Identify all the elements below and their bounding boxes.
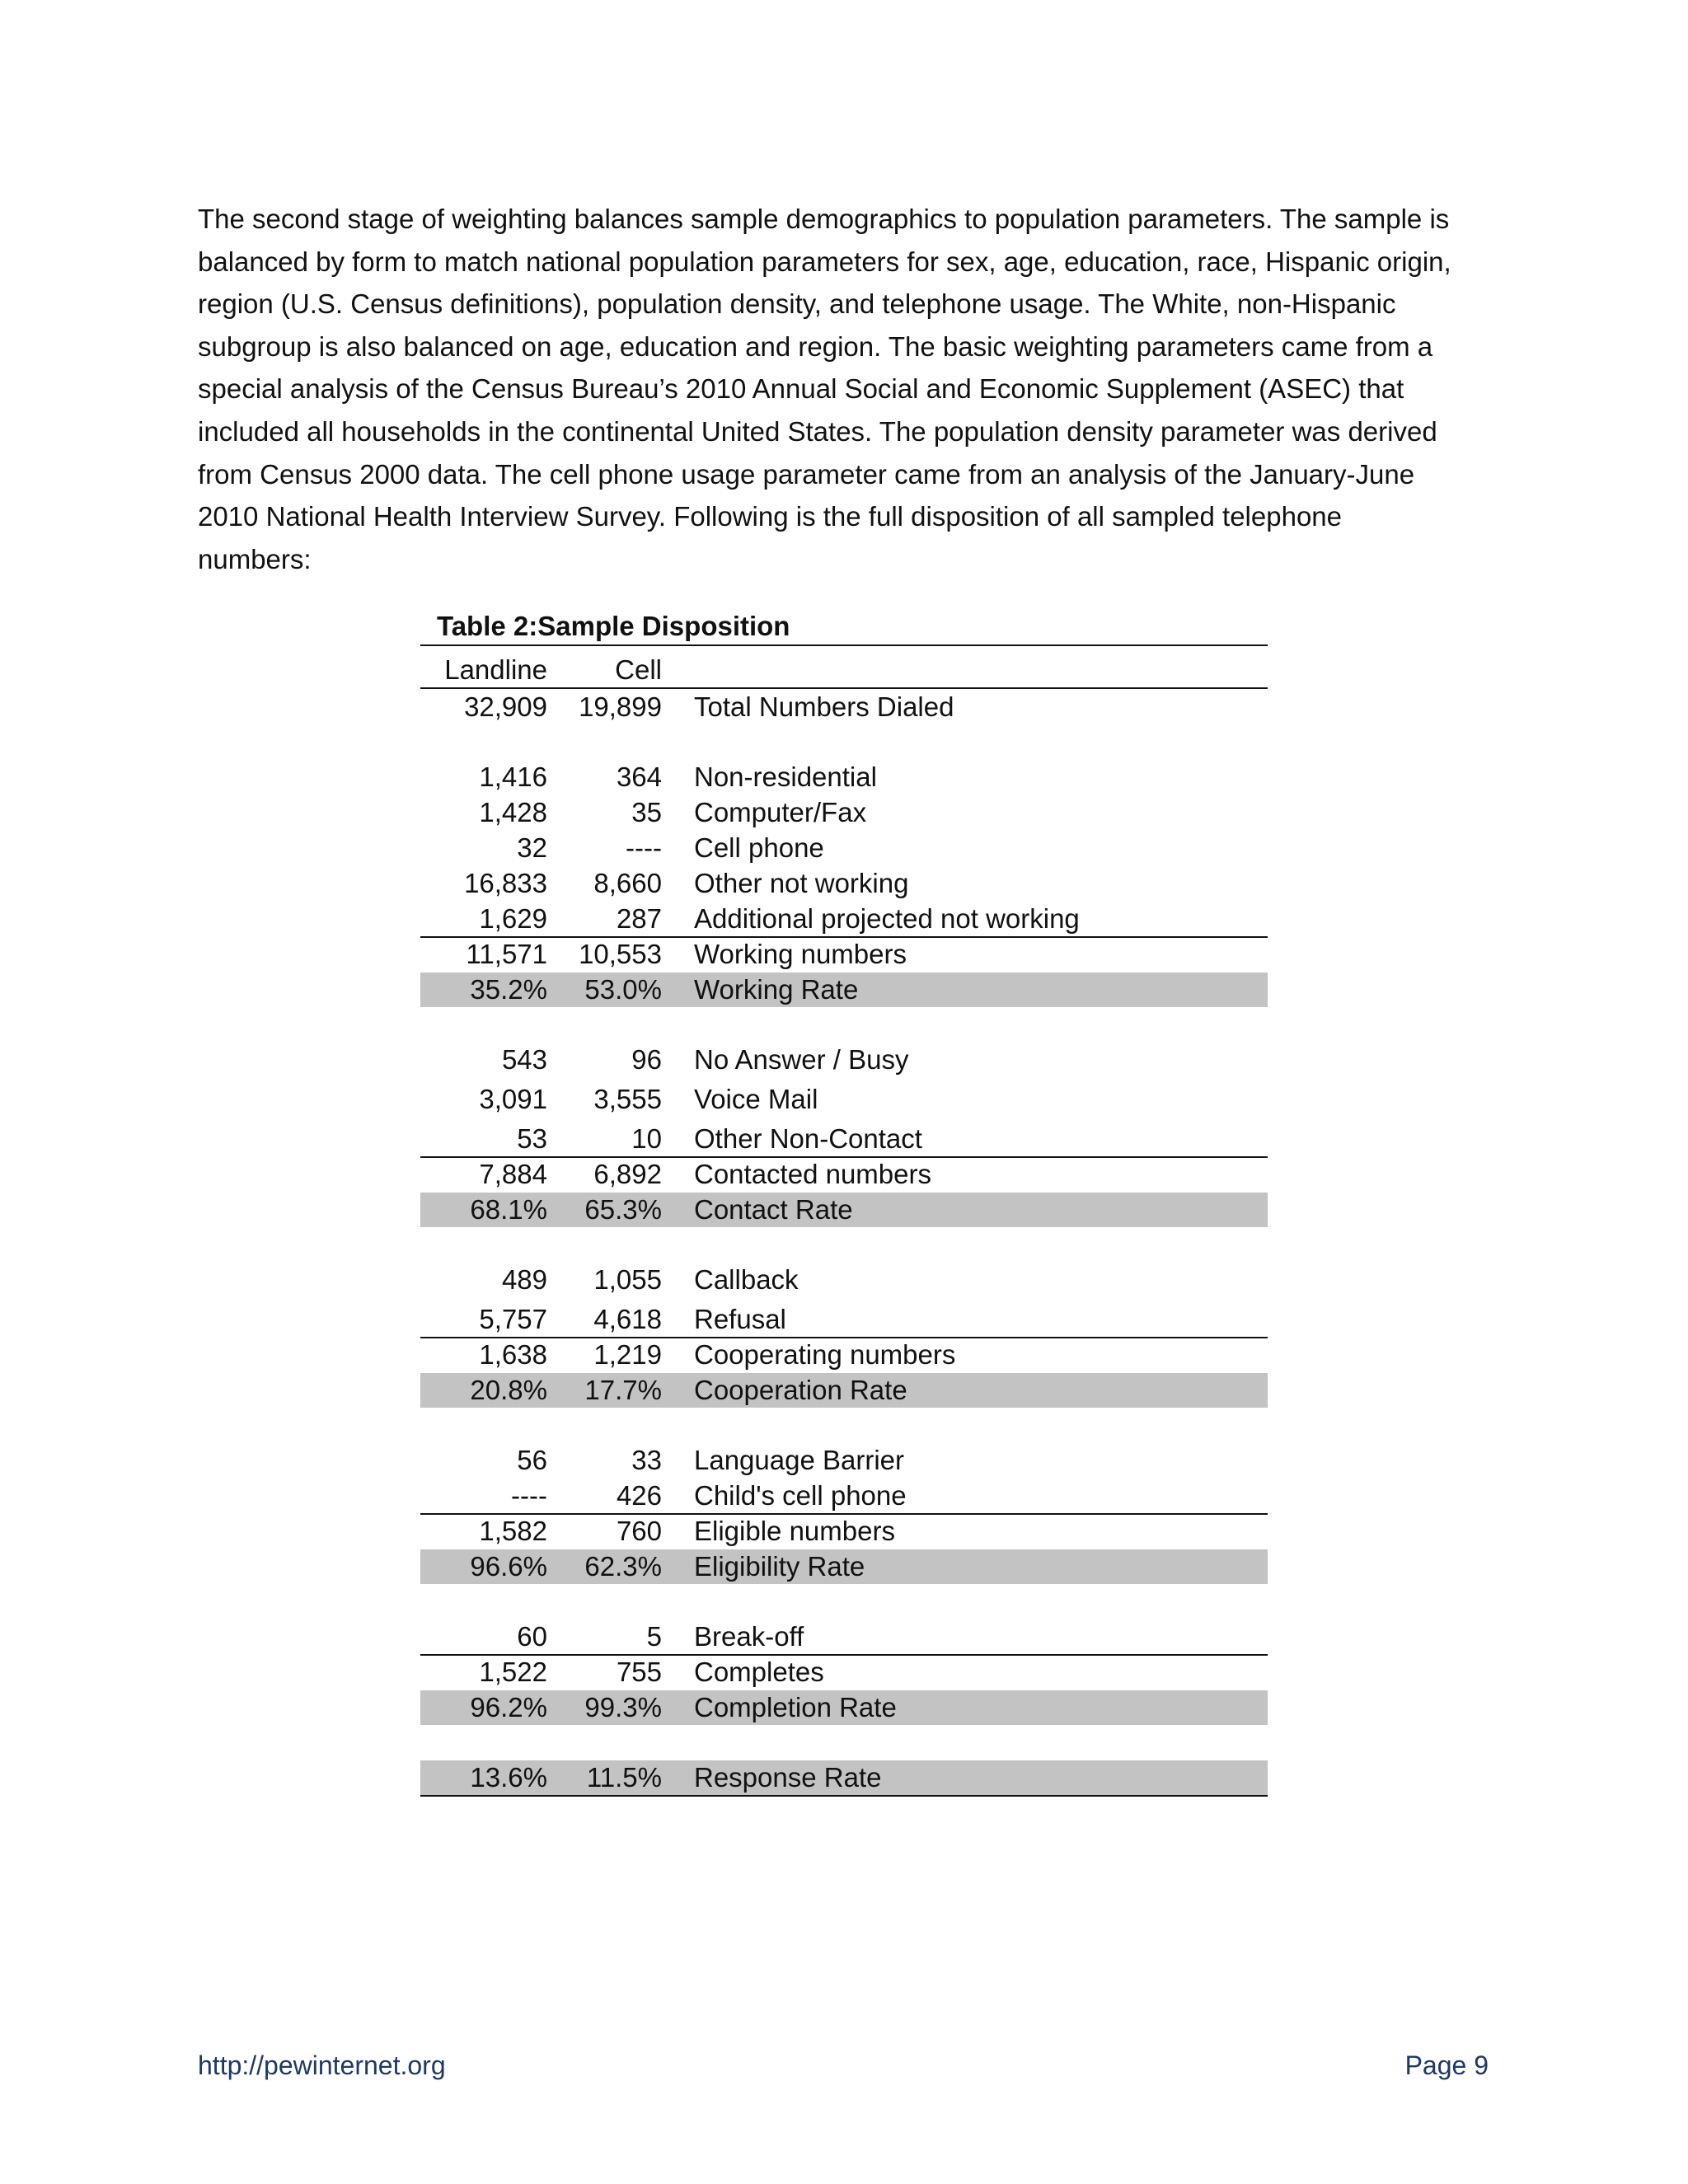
landline-value: 543 <box>501 1044 547 1075</box>
table-row <box>420 1302 1268 1337</box>
paragraph-line: The second stage of weighting balances sample demographics to population parameters. The sample is <box>198 204 1450 234</box>
row-label: No Answer / Busy <box>694 1044 909 1075</box>
row-label: Completion Rate <box>694 1692 897 1722</box>
cell-value: 4,618 <box>593 1304 662 1334</box>
landline-value: 20.8% <box>470 1375 547 1405</box>
table-row <box>420 1549 1268 1584</box>
cell-value: 5 <box>646 1621 662 1652</box>
cell-value: 96 <box>631 1044 662 1075</box>
table-row <box>420 1690 1268 1725</box>
paragraph-line: subgroup is also balanced on age, education and region. The basic weighting parameters came from a <box>198 330 1433 362</box>
landline-value: 96.2% <box>470 1692 547 1722</box>
row-label: Computer/Fax <box>694 797 867 827</box>
table-rule <box>420 1513 1268 1515</box>
table-row <box>420 690 1268 724</box>
table-row <box>420 1760 1268 1795</box>
paragraph-line: included all households in the continental United States. The population density parameter was derived <box>198 415 1437 447</box>
landline-value: 3,091 <box>479 1084 547 1114</box>
table-row <box>420 1373 1268 1408</box>
paragraph-line: numbers: <box>198 543 312 574</box>
table-row <box>420 760 1268 794</box>
cell-value: 11.5% <box>586 1762 662 1793</box>
table-row <box>420 1193 1268 1227</box>
table-row <box>420 1514 1268 1549</box>
landline-value: 1,522 <box>479 1657 547 1687</box>
landline-value: 60 <box>517 1621 547 1652</box>
landline-value: 56 <box>517 1445 547 1475</box>
row-label: Child's cell phone <box>694 1480 907 1511</box>
table-title: Table 2:Sample Disposition <box>437 611 790 641</box>
landline-value: 53 <box>517 1123 547 1154</box>
paragraph-line: from Census 2000 data. The cell phone usage parameter came from an analysis of the January-June <box>198 458 1415 490</box>
table-row <box>420 831 1268 865</box>
paragraph-line: balanced by form to match national population parameters for sex, age, education, race, Hispanic origin, <box>198 246 1451 277</box>
cell-value: 364 <box>616 762 662 792</box>
cell-value: 53.0% <box>584 974 662 1005</box>
row-label: Non-residential <box>694 762 877 792</box>
table-row <box>420 1043 1268 1077</box>
table-row <box>420 1443 1268 1478</box>
table-row <box>420 902 1268 936</box>
table-row <box>420 1479 1268 1513</box>
table-rule <box>420 1795 1268 1797</box>
row-label: Refusal <box>694 1304 786 1334</box>
table-rule <box>420 936 1268 938</box>
row-label: Working numbers <box>694 939 907 969</box>
landline-value: 11,571 <box>466 939 547 969</box>
row-label: Cooperating numbers <box>694 1339 956 1370</box>
table-row <box>420 1122 1268 1156</box>
landline-value: 7,884 <box>479 1159 547 1189</box>
cell-value: 755 <box>616 1657 662 1687</box>
paragraph-line: 2010 National Health Interview Survey. Following is the full disposition of all sampled telephone <box>198 501 1342 532</box>
table-row <box>420 1082 1268 1117</box>
row-label: Break-off <box>694 1621 804 1652</box>
landline-value: ---- <box>511 1480 547 1511</box>
row-label: Response Rate <box>694 1762 882 1793</box>
landline-value: 13.6% <box>470 1762 547 1793</box>
row-label: Voice Mail <box>694 1084 818 1114</box>
row-label: Working Rate <box>694 974 859 1005</box>
table-row <box>420 795 1268 830</box>
landline-value: 5,757 <box>479 1304 547 1334</box>
landline-value: 16,833 <box>464 868 547 898</box>
cell-value: 8,660 <box>593 868 662 898</box>
row-label: Total Numbers Dialed <box>694 691 954 722</box>
table-row <box>420 1157 1268 1192</box>
landline-value: 489 <box>501 1264 547 1295</box>
footer-url[interactable]: http://pewinternet.org <box>198 2050 446 2080</box>
cell-value: 1,055 <box>593 1264 662 1295</box>
cell-value: 426 <box>616 1480 662 1511</box>
landline-value: 96.6% <box>470 1551 547 1582</box>
paragraph-line: region (U.S. Census definitions), population density, and telephone usage. The White, non-Hispanic <box>198 288 1396 320</box>
table-top-rule <box>420 644 1268 646</box>
cell-value: ---- <box>626 832 662 863</box>
table-header-rule <box>420 687 1268 689</box>
cell-value: 99.3% <box>584 1692 662 1722</box>
cell-value: 3,555 <box>593 1084 662 1114</box>
table-row <box>420 1619 1268 1654</box>
table-row <box>420 866 1268 901</box>
row-label: Language Barrier <box>694 1445 905 1475</box>
paragraph-line: special analysis of the Census Bureau’s 2010 Annual Social and Economic Supplement (ASEC) that <box>198 373 1404 405</box>
cell-value: 65.3% <box>584 1194 662 1225</box>
landline-value: 32 <box>517 832 547 863</box>
row-label: Other not working <box>694 868 909 898</box>
row-label: Contact Rate <box>694 1194 853 1225</box>
landline-value: 1,629 <box>479 903 547 934</box>
footer-page-number: Page 9 <box>1404 2050 1489 2080</box>
cell-value: 19,899 <box>579 691 662 722</box>
cell-value: 10 <box>631 1123 662 1154</box>
table-row <box>420 937 1268 972</box>
cell-value: 760 <box>616 1516 662 1546</box>
table-row <box>420 972 1268 1007</box>
row-label: Contacted numbers <box>694 1159 931 1189</box>
landline-value: 1,416 <box>479 762 547 792</box>
table-rule <box>420 1156 1268 1158</box>
cell-value: 17.7% <box>584 1375 662 1405</box>
table-row <box>420 1338 1268 1372</box>
cell-value: 62.3% <box>584 1551 662 1582</box>
landline-value: 68.1% <box>470 1194 547 1225</box>
cell-value: 287 <box>616 903 662 934</box>
row-label: Cooperation Rate <box>694 1375 907 1405</box>
column-header-landline: Landline <box>444 654 547 685</box>
cell-value: 6,892 <box>593 1159 662 1189</box>
landline-value: 1,582 <box>479 1516 547 1546</box>
table-rule <box>420 1654 1268 1656</box>
column-header-cell: Cell <box>615 654 662 685</box>
table-row <box>420 1655 1268 1690</box>
landline-value: 1,428 <box>479 797 547 827</box>
landline-value: 35.2% <box>470 974 547 1005</box>
row-label: Eligible numbers <box>694 1516 895 1546</box>
table-rule <box>420 1337 1268 1338</box>
row-label: Eligibility Rate <box>694 1551 865 1582</box>
row-label: Completes <box>694 1657 824 1687</box>
landline-value: 32,909 <box>464 691 547 722</box>
cell-value: 10,553 <box>579 939 662 969</box>
cell-value: 33 <box>631 1445 662 1475</box>
row-label: Cell phone <box>694 832 824 863</box>
landline-value: 1,638 <box>479 1339 547 1370</box>
row-label: Additional projected not working <box>694 903 1080 934</box>
body-paragraph <box>198 198 1500 580</box>
cell-value: 1,219 <box>593 1339 662 1370</box>
table-row <box>420 1263 1268 1297</box>
row-label: Callback <box>694 1264 799 1295</box>
cell-value: 35 <box>631 797 662 827</box>
row-label: Other Non-Contact <box>694 1123 922 1154</box>
